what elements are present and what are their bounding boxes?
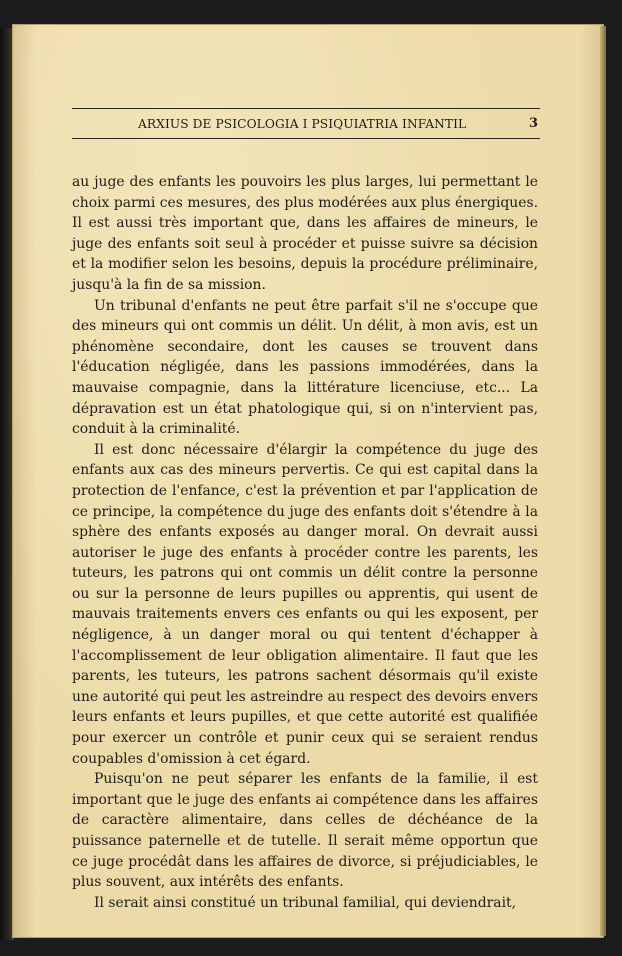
body-text (72, 172, 538, 913)
paragraph: au juge des enfants les pouvoirs les plus larges, lui permettant le choix parmi ces mesures, des plus modérées aux plus énergiques. Il est aussi très important que, dans les affaires de mineurs, le juge des enfants soit seul à procéder et puisse suivre sa décision et la modifier selon les besoins, depuis la procédure préliminaire, jusqu'à la fin de sa mission. (72, 174, 538, 293)
page-edge (600, 26, 606, 936)
header-rule-bottom (72, 138, 540, 139)
paragraph: Un tribunal d'enfants ne peut être parfait s'il ne s'occupe que des mineurs qui ont commis un délit. Un délit, à mon avis, est un phénomène secondaire, dont les causes se trouvent dans l'éducation négligée, dans les passions immodérées, dans la mauvaise compagnie, dans la littérature licenciuse, etc... La dépravation est un état phatologique qui, si on n'intervient pas, conduit à la criminalité. (72, 297, 538, 438)
running-head (72, 108, 540, 139)
header-rule-top (72, 108, 540, 109)
paragraph: Il serait ainsi constitué un tribunal familial, qui deviendrait, (94, 894, 517, 911)
paragraph: Puisqu'on ne peut séparer les enfants de la familie, il est important que le juge des enfants ai compétence dans les affaires de caractère alimentaire, dans celles de déchéance de la puissance paternelle et de tutelle. Il serait même opportun que ce juge procédât dans les affaires de divorce, si préjudiciables, le plus souvent, aux intérêts des enfants. (72, 771, 538, 891)
header-row (72, 113, 540, 135)
journal-title: ARXIUS DE PSICOLOGIA I PSIQUIATRIA INFANTIL (138, 117, 467, 131)
paragraph: Il est donc nécessaire d'élargir la compétence du juge des enfants aux cas des mineurs pervertis. Ce qui est capital dans la protection de l'enfance, c'est la prévention et par l'application de ce principe, la compétence du juge des enfants doit s'étendre à la sphère des enfants exposés au danger moral. On devrait aussi autoriser le juge des enfants à procéder contre les parents, les tuteurs, les patrons qui ont commis un délit contre la personne ou sur la personne de leurs pupilles ou apprentis, qui usent de mauvais traitements envers ces enfants ou qui les exposent, per négligence, à un danger moral ou qui tentent d'échapper à l'accomplissement de leur obligation alimentaire. Il faut que les parents, les tuteurs, les patrons sachent désormais qu'il existe une autorité qui peut les astreindre au respect des devoirs envers leurs enfants et leurs pupilles, et que cette autorité est qualifiée pour exercer un contrôle et punir ceux qui se seraient rendus coupables d'omission à cet égard. (72, 441, 538, 767)
page-number: 3 (528, 116, 538, 131)
